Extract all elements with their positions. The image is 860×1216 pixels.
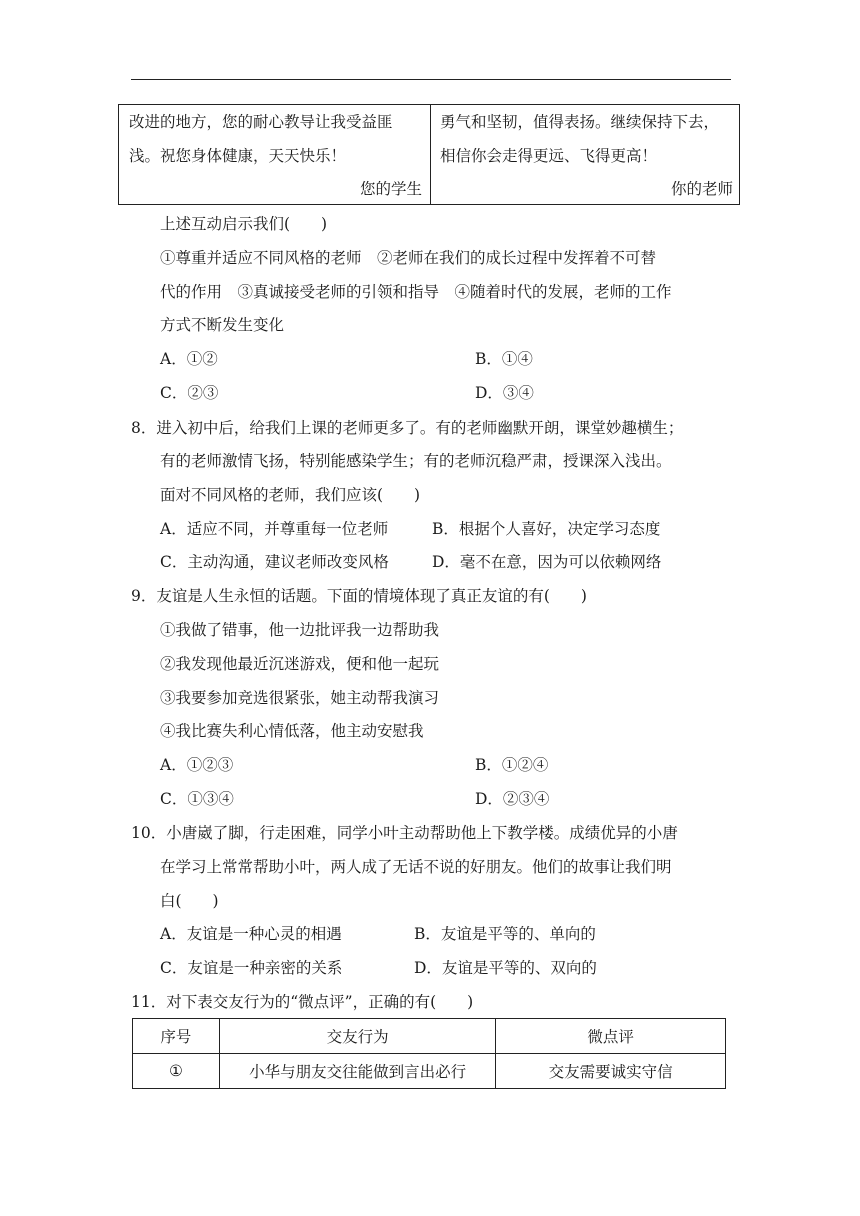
q8-line: 面对不同风格的老师，我们应该( ) xyxy=(160,486,421,504)
teacher-letter-cell xyxy=(430,105,741,204)
student-signature: 您的学生 xyxy=(359,180,422,198)
row-behavior-cell: 小华与朋友交往能做到言出必行 xyxy=(219,1054,496,1089)
friendship-behavior-table xyxy=(132,1018,726,1089)
q10-line: 在学习上常常帮助小叶，两人成了无话不说的好朋友。他们的故事让我们明 xyxy=(160,858,672,876)
q8-option-c: C．主动沟通，建议老师改变风格 xyxy=(160,553,389,571)
q8-option-a: A．适应不同，并尊重每一位老师 xyxy=(160,520,389,538)
q9-option-d: D．②③④ xyxy=(475,790,550,808)
column-header-index: 序号 xyxy=(133,1019,220,1054)
q10-option-c: C．友谊是一种亲密的关系 xyxy=(160,959,343,977)
q7-option-a: A．①② xyxy=(160,350,218,368)
q10-line: 白( ) xyxy=(160,892,219,910)
q7-option-c: C．②③ xyxy=(160,384,219,402)
q7-statement-line: 方式不断发生变化 xyxy=(160,316,285,334)
row-index-cell: ① xyxy=(133,1054,220,1089)
q8-line: 有的老师激情飞扬，特别能感染学生；有的老师沉稳严肃，授课深入浅出。 xyxy=(160,452,672,470)
teacher-letter-line: 勇气和坚韧，值得表扬。继续保持下去， xyxy=(440,113,720,131)
student-letter-line: 改进的地方，您的耐心教导让我受益匪 xyxy=(129,113,393,131)
q7-statement-line: ①尊重并适应不同风格的老师 ②老师在我们的成长过程中发挥着不可替 xyxy=(160,249,657,267)
q9-statement: ③我要参加竞选很紧张，她主动帮我演习 xyxy=(160,689,440,707)
q7-stem: 上述互动启示我们( ) xyxy=(160,215,328,233)
q7-option-d: D．③④ xyxy=(475,384,534,402)
q10-option-d: D．友谊是平等的、双向的 xyxy=(414,959,597,977)
q9-statement: ④我比赛失利心情低落，他主动安慰我 xyxy=(160,722,424,740)
q9-option-b: B．①②④ xyxy=(475,756,549,774)
student-letter-line: 浅。祝您身体健康，天天快乐！ xyxy=(129,147,347,165)
q10-line: 10．小唐崴了脚，行走困难，同学小叶主动帮助他上下教学楼。成绩优异的小唐 xyxy=(131,824,678,842)
q7-statement-line: 代的作用 ③真诚接受老师的引领和指导 ④随着时代的发展，老师的工作 xyxy=(160,283,672,301)
teacher-letter-line: 相信你会走得更远、飞得更高！ xyxy=(440,147,658,165)
q9-stem: 9．友谊是人生永恒的话题。下面的情境体现了真正友谊的有( ) xyxy=(131,587,587,605)
table-header-row xyxy=(133,1019,726,1054)
q9-statement: ②我发现他最近沉迷游戏，便和他一起玩 xyxy=(160,655,440,673)
q9-option-a: A．①②③ xyxy=(160,756,234,774)
q9-option-c: C．①③④ xyxy=(160,790,234,808)
student-letter-cell xyxy=(119,105,430,204)
row-comment-cell: 交友需要诚实守信 xyxy=(496,1054,726,1089)
q9-statement: ①我做了错事，他一边批评我一边帮助我 xyxy=(160,621,440,639)
q8-option-d: D．毫不在意，因为可以依赖网络 xyxy=(432,553,662,571)
letter-table xyxy=(118,104,740,205)
q10-option-b: B．友谊是平等的、单向的 xyxy=(414,925,596,943)
column-header-comment: 微点评 xyxy=(496,1019,726,1054)
teacher-signature: 你的老师 xyxy=(670,180,733,198)
q8-option-b: B．根据个人喜好，决定学习态度 xyxy=(432,520,661,538)
q11-stem: 11．对下表交友行为的“微点评”，正确的有( ) xyxy=(131,993,474,1011)
q10-option-a: A．友谊是一种心灵的相遇 xyxy=(160,925,342,943)
q8-line: 8．进入初中后，给我们上课的老师更多了。有的老师幽默开朗，课堂妙趣横生； xyxy=(131,419,684,437)
column-header-behavior: 交友行为 xyxy=(219,1019,496,1054)
header-rule xyxy=(131,79,731,80)
table-row xyxy=(133,1054,726,1089)
q7-option-b: B．①④ xyxy=(475,350,533,368)
